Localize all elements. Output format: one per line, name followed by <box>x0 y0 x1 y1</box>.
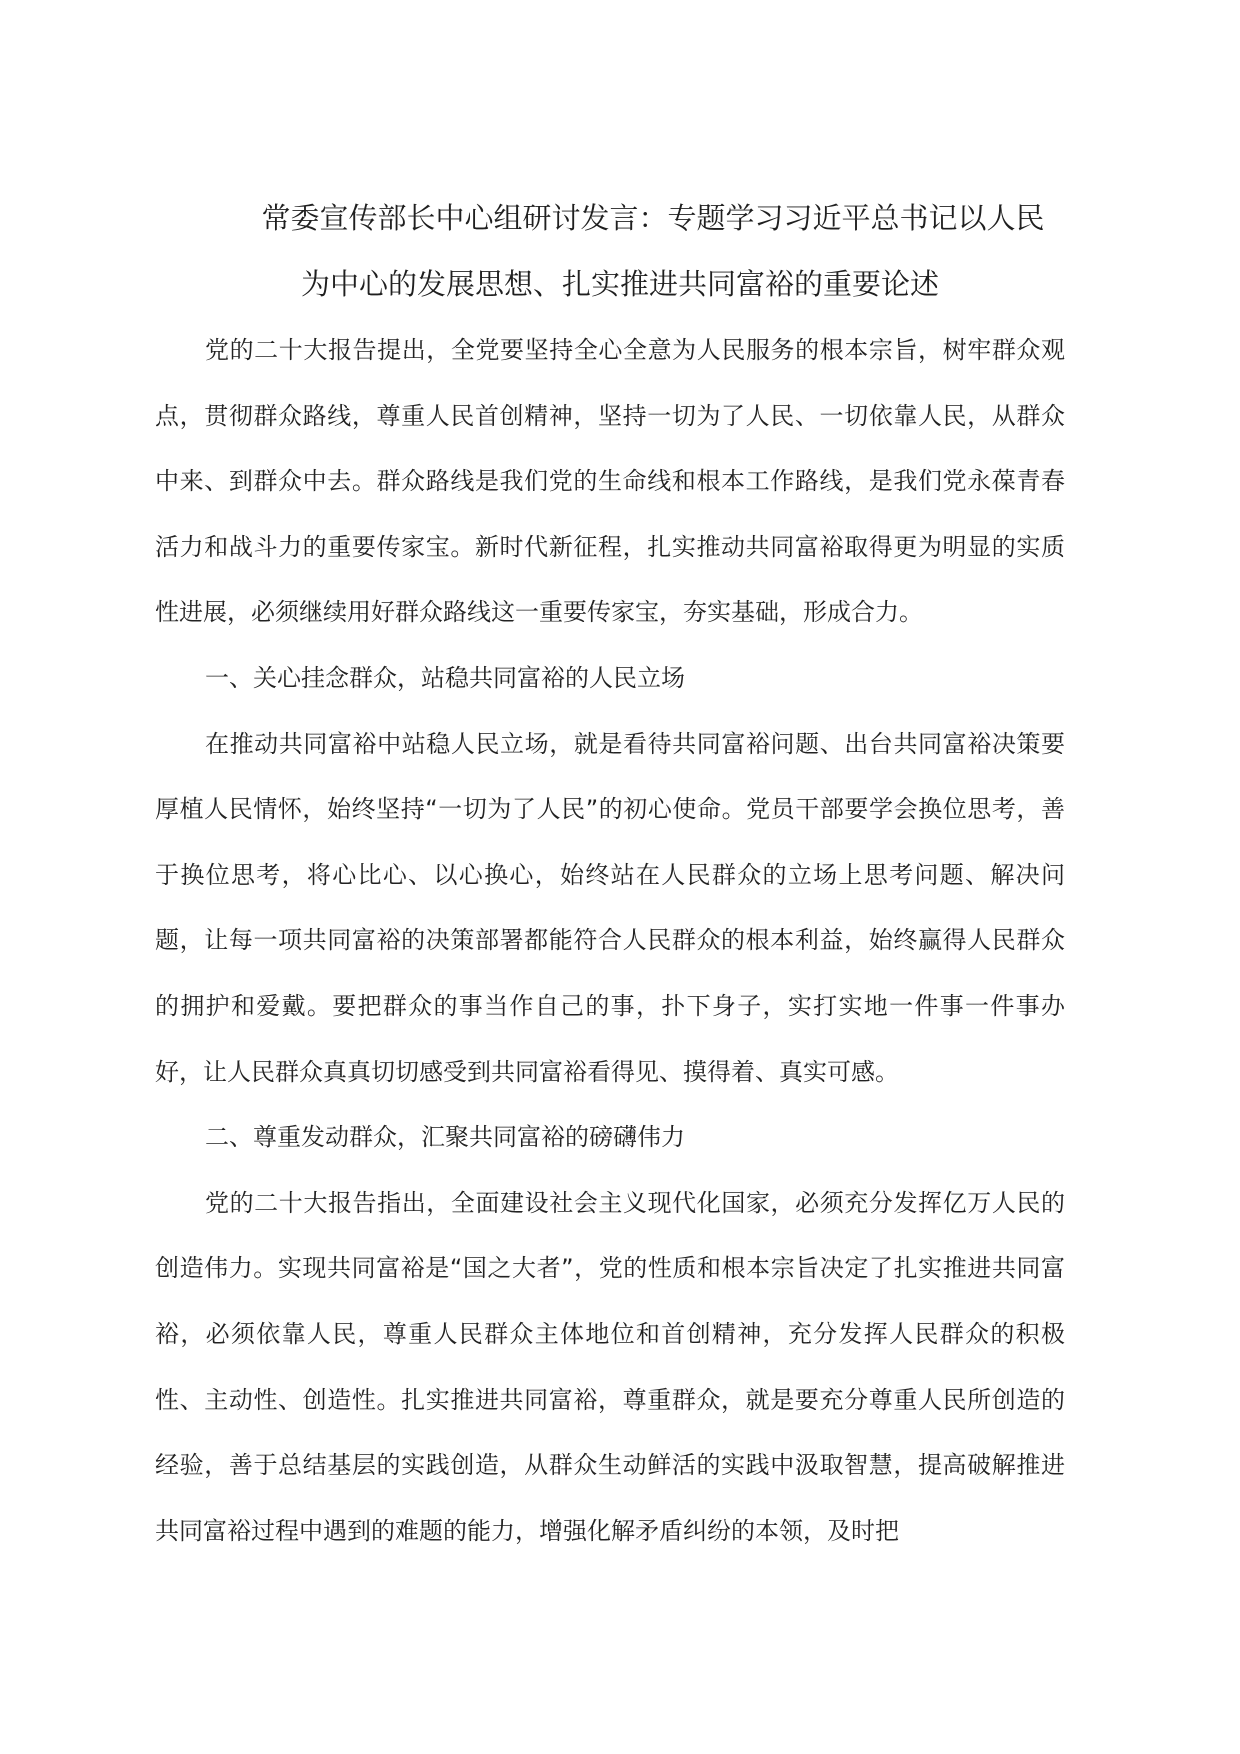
title-line-2: 为中心的发展思想、扎实推进共同富裕的重要论述 <box>300 267 939 301</box>
paragraph-section-1: 在推动共同富裕中站稳人民立场，就是看待共同富裕问题、出台共同富裕决策要厚植人民情怀，始终坚持“一切为了人民”的初心使命。党员干部要学会换位思考，善于换位思考，将心比心、以心换心，始终站在人民群众的立场上思考问题、解决问题，让每一项共同富裕的决策部署都能符合人民群众的根本利益，始终赢得人民群众的拥护和爱戴。要把群众的事当作自己的事，扑下身子，实打实地一件事一件事办好，让人民群众真真切切感受到共同富裕看得见、摸得着、真实可感。 <box>155 729 1065 1086</box>
paragraph-intro: 党的二十大报告提出，全党要坚持全心全意为人民服务的根本宗旨，树牢群众观点，贯彻群众路线，尊重人民首创精神，坚持一切为了人民、一切依靠人民，从群众中来、到群众中去。群众路线是我们党的生命线和根本工作路线，是我们党永葆青春活力和战斗力的重要传家宝。新时代新征程，扎实推动共同富裕取得更为明显的实质性进展，必须继续用好群众路线这一重要传家宝，夯实基础，形成合力。 <box>155 336 1065 627</box>
document-body <box>155 318 1065 1564</box>
section-heading-1: 一、关心挂念群众，站稳共同富裕的人民立场 <box>205 663 685 692</box>
section-heading-2: 二、尊重发动群众，汇聚共同富裕的磅礴伟力 <box>205 1123 685 1152</box>
document-title <box>150 185 1090 317</box>
title-line-1: 常委宣传部长中心组研讨发言：专题学习习近平总书记以人民 <box>261 201 1045 235</box>
paragraph-section-2: 党的二十大报告指出，全面建设社会主义现代化国家，必须充分发挥亿万人民的创造伟力。实现共同富裕是“国之大者”，党的性质和根本宗旨决定了扎实推进共同富裕，必须依靠人民，尊重人民群众主体地位和首创精神，充分发挥人民群众的积极性、主动性、创造性。扎实推进共同富裕，尊重群众，就是要充分尊重人民所创造的经验，善于总结基层的实践创造，从群众生动鲜活的实践中汲取智慧，提高破解推进共同富裕过程中遇到的难题的能力，增强化解矛盾纠纷的本领，及时把 <box>155 1188 1065 1545</box>
